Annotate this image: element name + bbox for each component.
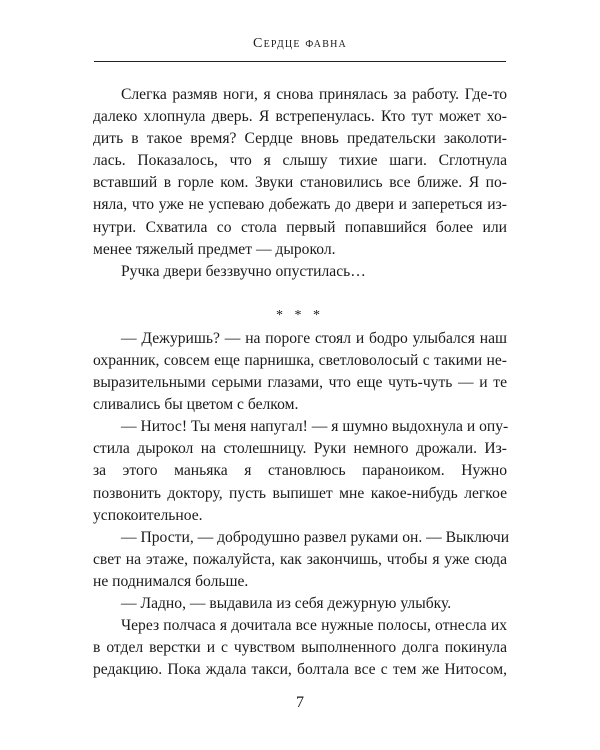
body-text: [93, 84, 510, 681]
text-line: вставший в горле ком. Звуки становились все ближе. Я по-: [93, 174, 507, 192]
text-line: менее тяжелый предмет — дырокол.: [93, 240, 336, 258]
text-line: лась. Показалось, что я слышу тихие шаги. Сглотнула: [93, 152, 507, 170]
paragraph: [93, 84, 507, 261]
text-line: не поднимался больше.: [93, 572, 249, 590]
text-line: — Прости, — добродушно развел руками он. — Выключи: [121, 528, 510, 546]
text-line: няла, что уже не успеваю добежать до двери и запереться из-: [93, 196, 507, 214]
text-line: нутри. Схватила со стола первый попавшийся более или: [93, 218, 507, 236]
paragraph: [93, 416, 507, 526]
text-line: успокоительное.: [93, 506, 203, 524]
text-line: редакцию. Пока ждала такси, болтала все с тем же Нитосом,: [93, 661, 507, 679]
text-line: — Дежуришь? — на пороге стоял и бодро улыбался наш: [121, 329, 507, 347]
text-line: свет на этаже, пожалуйста, как закончишь, чтобы я уже сюда: [93, 550, 507, 568]
paragraph: [93, 261, 507, 283]
text-line: Ручка двери беззвучно опустилась…: [121, 262, 366, 280]
text-line: — Нитос! Ты меня напугал! — я шумно выдохнула и опу-: [121, 418, 509, 436]
text-line: Слегка размяв ноги, я снова принялась за работу. Где-то: [121, 86, 507, 103]
paragraph: [93, 615, 507, 681]
text-line: охранник, совсем еще парнишка, светловолосый с такими не-: [93, 351, 507, 369]
header-rule: [94, 61, 506, 62]
page-number: 7: [296, 694, 304, 711]
text-line: сливались бы цветом с белком.: [93, 396, 299, 414]
paragraph: [93, 328, 507, 416]
text-line: позвонить доктору, пусть выпишет мне какое-нибудь легкое: [93, 484, 507, 502]
section-separator: * * *: [276, 307, 324, 323]
running-head-title: Сердце фавна: [253, 36, 347, 51]
text-line: дить в такое время? Сердце вновь предательски заколоти-: [93, 130, 507, 148]
text-line: — Ладно, — выдавила из себя дежурную улыбку.: [121, 594, 452, 612]
text-line: стила дырокол на столешницу. Руки немного дрожали. Из-: [93, 440, 507, 458]
text-line: в отдел верстки и с чувством выполненного долга покинула: [93, 639, 507, 657]
paragraph: [93, 527, 510, 593]
text-line: выразительными серыми глазами, что еще чуть-чуть — и те: [93, 374, 507, 392]
text-line: за этого маньяка я становлюсь параноиком. Нужно: [93, 462, 507, 480]
paragraph: [93, 593, 507, 615]
text-line: Через полчаса я дочитала все нужные полосы, отнесла их: [121, 617, 507, 635]
text-line: далеко хлопнула дверь. Я встрепенулась. Кто тут может хо-: [93, 108, 507, 126]
